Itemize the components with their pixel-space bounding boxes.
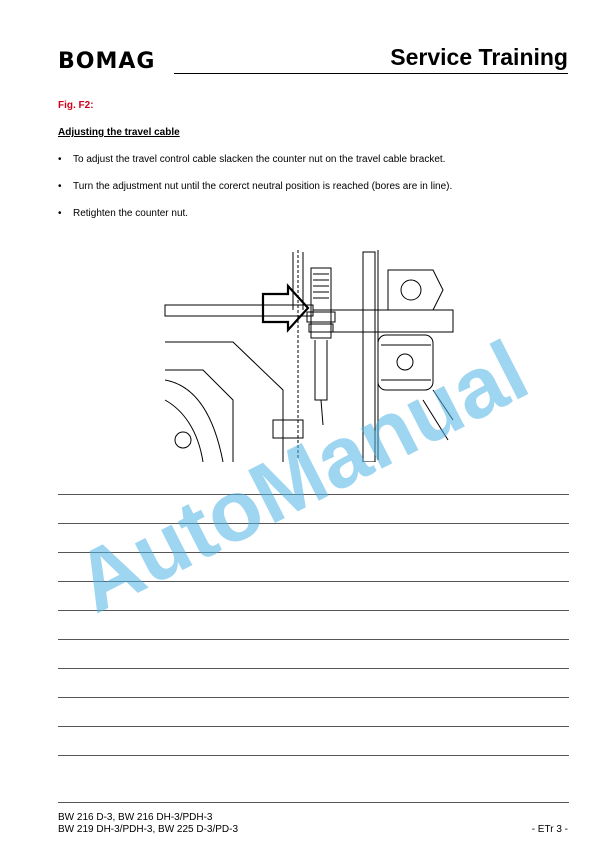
footer-models-line2: BW 219 DH-3/PDH-3, BW 225 D-3/PD-3 [58, 824, 239, 835]
list-item-text: Turn the adjustment nut until the corerct neutral position is reached (bores are in line). [73, 181, 453, 192]
instruction-list [58, 154, 578, 235]
page-title: Service Training [390, 44, 568, 70]
note-line [58, 552, 569, 581]
frame-beam [165, 305, 313, 316]
header-divider [174, 73, 568, 74]
list-item [58, 154, 578, 181]
notes-area [58, 494, 569, 784]
watermark: AutoManual [60, 322, 543, 632]
adjustment-nut [309, 324, 333, 332]
bracket-beam [313, 310, 453, 332]
figure-label: Fig. F2: [58, 100, 94, 111]
bullet-icon: • [58, 154, 62, 165]
note-line [58, 668, 569, 697]
page-number: - ETr 3 - [531, 824, 568, 835]
footer-divider [58, 802, 569, 803]
note-line [58, 726, 569, 755]
footer-models-line1: BW 216 D-3, BW 216 DH-3/PDH-3 [58, 812, 213, 823]
list-item-text: To adjust the travel control cable slacken the counter nut on the travel cable bracket. [73, 154, 446, 165]
bomag-logo: BOMAG [58, 49, 156, 74]
note-line [58, 755, 569, 784]
list-item-text: Retighten the counter nut. [73, 208, 189, 219]
note-line [58, 581, 569, 610]
list-item [58, 208, 578, 235]
note-line [58, 523, 569, 552]
note-line [58, 494, 569, 523]
list-item [58, 181, 578, 208]
note-line [58, 610, 569, 639]
note-line [58, 639, 569, 668]
section-heading: Adjusting the travel cable [58, 127, 180, 138]
bullet-icon: • [58, 181, 62, 192]
travel-cable-illustration [163, 250, 455, 462]
footer-models [58, 812, 238, 836]
arrow-icon [263, 286, 308, 330]
bullet-icon: • [58, 208, 62, 219]
note-line [58, 697, 569, 726]
